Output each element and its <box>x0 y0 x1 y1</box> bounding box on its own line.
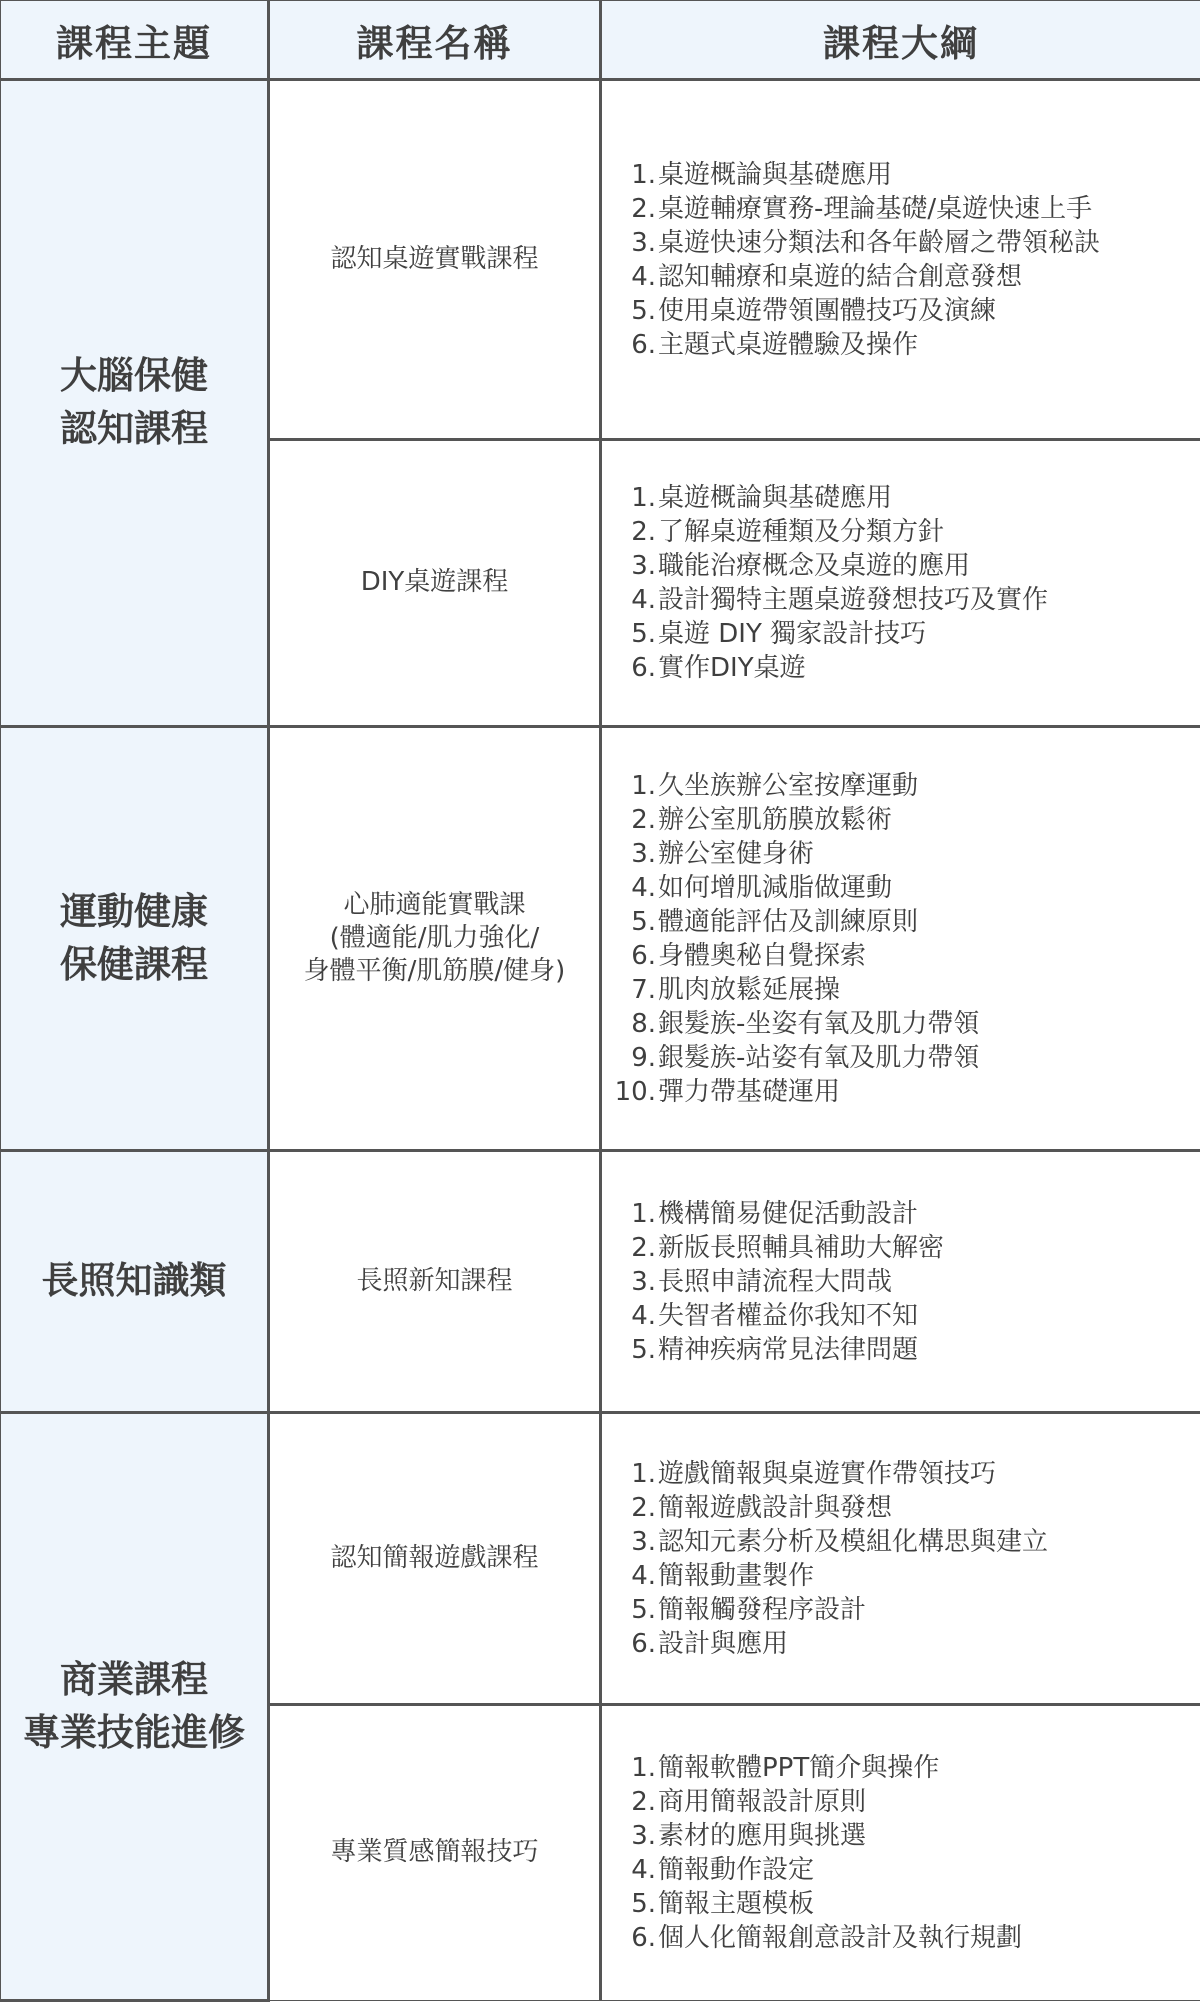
outline-cell <box>601 1705 1200 2001</box>
outline-item: 5. 精神疾病常見法律問題 <box>614 1333 1180 1367</box>
outline-item: 1. 桌遊概論與基礎應用 <box>614 481 1180 515</box>
course-name: 認知桌遊實戰課程 <box>270 243 599 276</box>
course-name: DIY桌遊課程 <box>270 566 599 599</box>
outline-item: 4. 如何增肌減脂做運動 <box>614 871 1180 905</box>
table-row <box>1 80 1200 440</box>
table-row <box>1 727 1200 1151</box>
topic-line: 保健課程 <box>1 939 267 992</box>
course-name: (體適能/肌力強化/ <box>270 922 599 955</box>
outline-item: 6. 個人化簡報創意設計及執行規劃 <box>614 1921 1180 1955</box>
course-name: 心肺適能實戰課 <box>270 889 599 922</box>
course-name-cell <box>269 440 601 727</box>
outline-list <box>614 158 1180 362</box>
outline-item: 4. 設計獨特主題桌遊發想技巧及實作 <box>614 583 1180 617</box>
outline-item: 2. 了解桌遊種類及分類方針 <box>614 515 1180 549</box>
outline-list <box>614 1197 1180 1367</box>
outline-item: 3. 素材的應用與挑選 <box>614 1819 1180 1853</box>
outline-item: 5. 體適能評估及訓練原則 <box>614 905 1180 939</box>
outline-cell <box>601 727 1200 1151</box>
outline-item: 5. 使用桌遊帶領團體技巧及演練 <box>614 294 1180 328</box>
course-name: 長照新知課程 <box>270 1265 599 1298</box>
course-name-cell <box>269 1151 601 1413</box>
course-name: 專業質感簡報技巧 <box>270 1836 599 1869</box>
table-row <box>1 1151 1200 1413</box>
outline-item: 4. 認知輔療和桌遊的結合創意發想 <box>614 260 1180 294</box>
course-name-cell <box>269 727 601 1151</box>
outline-list <box>614 1457 1180 1661</box>
outline-item: 6. 設計與應用 <box>614 1627 1180 1661</box>
outline-item: 1. 機構簡易健促活動設計 <box>614 1197 1180 1231</box>
outline-item: 2. 簡報遊戲設計與發想 <box>614 1491 1180 1525</box>
outline-item: 2. 辦公室肌筋膜放鬆術 <box>614 803 1180 837</box>
outline-item: 4. 簡報動畫製作 <box>614 1559 1180 1593</box>
outline-item: 6. 主題式桌遊體驗及操作 <box>614 328 1180 362</box>
topic-line: 專業技能進修 <box>1 1707 267 1760</box>
topic-cell-exercise-health <box>1 727 269 1151</box>
course-name: 認知簡報遊戲課程 <box>270 1542 599 1575</box>
outline-item: 3. 桌遊快速分類法和各年齡層之帶領秘訣 <box>614 226 1180 260</box>
topic-line: 商業課程 <box>1 1654 267 1707</box>
topic-line: 運動健康 <box>1 886 267 939</box>
header-outline: 課程大綱 <box>601 1 1200 80</box>
topic-line: 認知課程 <box>1 403 267 456</box>
outline-item: 3. 職能治療概念及桌遊的應用 <box>614 549 1180 583</box>
header-topic: 課程主題 <box>1 1 269 80</box>
course-name: 身體平衡/肌筋膜/健身) <box>270 955 599 988</box>
header-course-name: 課程名稱 <box>269 1 601 80</box>
course-name-cell <box>269 1413 601 1705</box>
topic-cell-long-term-care <box>1 1151 269 1413</box>
outline-item: 4. 失智者權益你我知不知 <box>614 1299 1180 1333</box>
outline-item: 6. 實作DIY桌遊 <box>614 651 1180 685</box>
outline-item: 1. 久坐族辦公室按摩運動 <box>614 769 1180 803</box>
topic-line: 長照知識類 <box>1 1255 267 1308</box>
outline-cell <box>601 1413 1200 1705</box>
outline-cell <box>601 1151 1200 1413</box>
outline-item: 1. 遊戲簡報與桌遊實作帶領技巧 <box>614 1457 1180 1491</box>
course-name-cell <box>269 80 601 440</box>
outline-item: 3. 認知元素分析及模組化構思與建立 <box>614 1525 1180 1559</box>
outline-item: 2. 商用簡報設計原則 <box>614 1785 1180 1819</box>
outline-item: 1. 桌遊概論與基礎應用 <box>614 158 1180 192</box>
topic-cell-business <box>1 1413 269 2001</box>
topic-cell-brain-health <box>1 80 269 727</box>
header-row <box>1 1 1200 80</box>
table-row <box>1 1413 1200 1705</box>
outline-item: 4. 簡報動作設定 <box>614 1853 1180 1887</box>
outline-item: 7. 肌肉放鬆延展操 <box>614 973 1180 1007</box>
topic-line: 大腦保健 <box>1 350 267 403</box>
outline-list <box>614 481 1180 685</box>
outline-item: 3. 長照申請流程大問哉 <box>614 1265 1180 1299</box>
outline-item: 2. 新版長照輔具補助大解密 <box>614 1231 1180 1265</box>
outline-item: 1. 簡報軟體PPT簡介與操作 <box>614 1751 1180 1785</box>
outline-item: 5. 簡報觸發程序設計 <box>614 1593 1180 1627</box>
outline-item: 9. 銀髮族-站姿有氧及肌力帶領 <box>614 1041 1180 1075</box>
outline-item: 10. 彈力帶基礎運用 <box>614 1075 1180 1109</box>
outline-cell <box>601 80 1200 440</box>
outline-item: 5. 簡報主題模板 <box>614 1887 1180 1921</box>
outline-item: 2. 桌遊輔療實務-理論基礎/桌遊快速上手 <box>614 192 1180 226</box>
outline-list <box>614 1751 1180 1955</box>
outline-item: 8. 銀髮族-坐姿有氧及肌力帶領 <box>614 1007 1180 1041</box>
outline-item: 5. 桌遊 DIY 獨家設計技巧 <box>614 617 1180 651</box>
course-name-cell <box>269 1705 601 2001</box>
outline-list <box>614 769 1180 1109</box>
outline-cell <box>601 440 1200 727</box>
outline-item: 6. 身體奧秘自覺探索 <box>614 939 1180 973</box>
outline-item: 3. 辦公室健身術 <box>614 837 1180 871</box>
